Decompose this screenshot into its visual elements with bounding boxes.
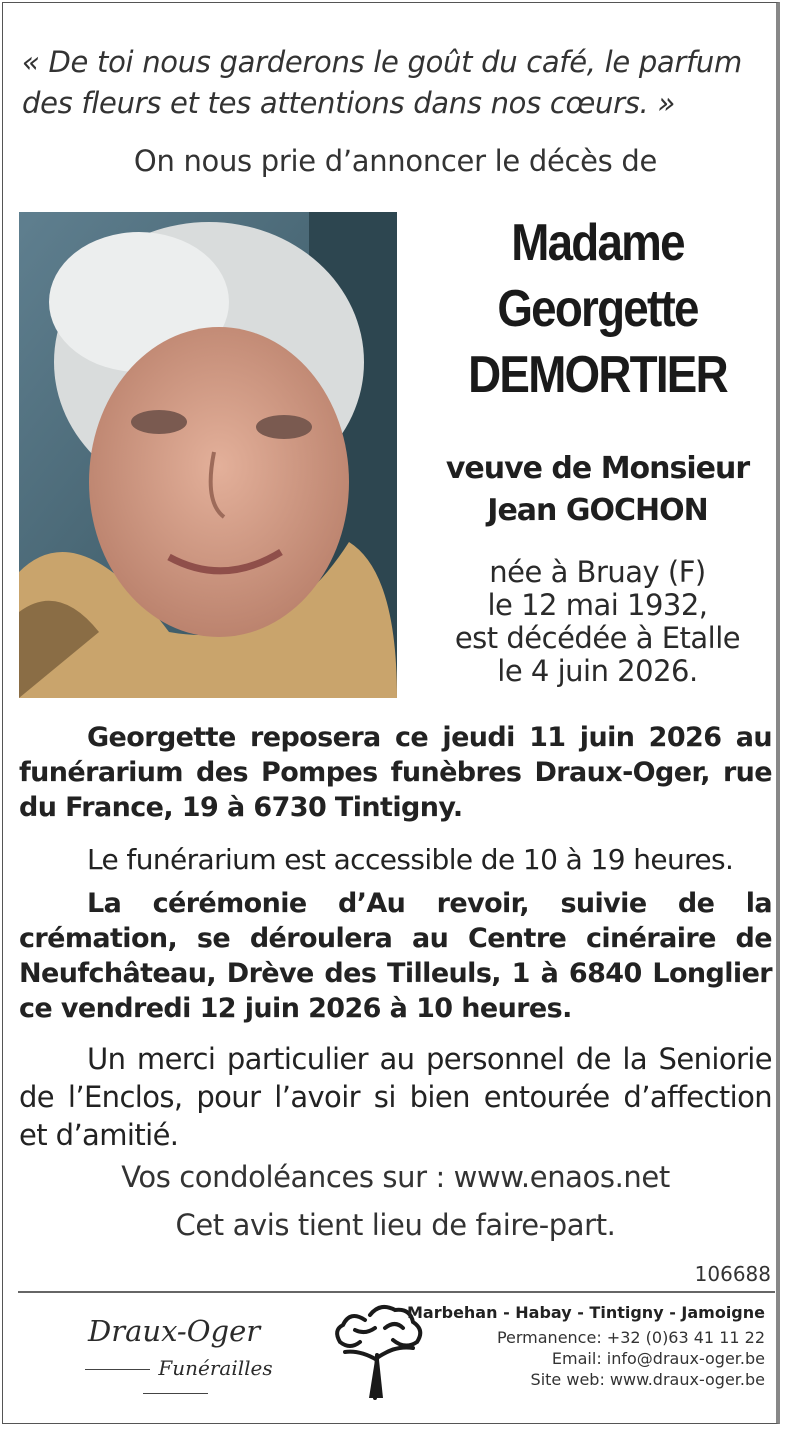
contact-email: Email: info@draux-oger.be (551, 1349, 765, 1368)
name-title: Madame (511, 214, 684, 272)
condolences-line: Vos condoléances sur : www.enaos.net (121, 1160, 670, 1194)
intro-text: On nous prie d’annoncer le décès de (133, 144, 658, 178)
towns-list: Marbehan - Habay - Tintigny - Jamoigne (407, 1303, 765, 1322)
paragraph-reposera: Georgette reposera ce jeudi 11 juin 2026 au funérarium des Pompes funèbres Draux-Oger, rue du France, 19 à 6730 Tintigny. (19, 722, 772, 823)
widow-line-1: veuve de Monsieur (445, 451, 750, 486)
death-place: est décédée à Etalle (454, 621, 741, 655)
birth-death-info (430, 556, 765, 688)
widow-line-2: Jean GOCHON (487, 493, 708, 528)
name-first: Georgette (497, 280, 698, 338)
funeral-home-logo-name: Draux-Oger (88, 1314, 261, 1348)
footer-divider (18, 1291, 775, 1293)
paragraph-ceremonie: La cérémonie d’Au revoir, suivie de la crémation, se déroulera au Centre cinéraire de Neufchâteau, Drève des Tilleuls, 1 à 6840 Longlier ce vendredi 12 juin 2026 à 10 heures. (19, 888, 772, 1024)
faire-part-line: Cet avis tient lieu de faire-part. (175, 1208, 616, 1242)
deceased-name (430, 210, 765, 408)
funeral-home-contact (407, 1302, 765, 1390)
paragraph-merci: Un merci particulier au personnel de la Seniorie de l’Enclos, pour l’avoir si bien entourée d’affection et d’amitié. (19, 1042, 772, 1152)
birth-date: le 12 mai 1932, (487, 588, 708, 622)
death-date: le 4 juin 2026. (497, 654, 698, 688)
name-last: DEMORTIER (468, 346, 727, 404)
reference-number: 106688 (694, 1262, 771, 1286)
paragraph-accessible: Le funérarium est accessible de 10 à 19 heures. (87, 843, 734, 876)
widow-of (420, 448, 775, 532)
opening-quote: « De toi nous garderons le goût du café, le parfum des fleurs et tes attentions dans nos cœurs. » (22, 45, 742, 120)
portrait-photo (19, 212, 397, 698)
birth-place: née à Bruay (F) (489, 555, 706, 589)
permanence-phone: Permanence: +32 (0)63 41 11 22 (496, 1328, 765, 1347)
contact-website: Site web: www.draux-oger.be (530, 1370, 765, 1389)
funeral-home-logo-subtitle: Funérailles (40, 1356, 310, 1404)
